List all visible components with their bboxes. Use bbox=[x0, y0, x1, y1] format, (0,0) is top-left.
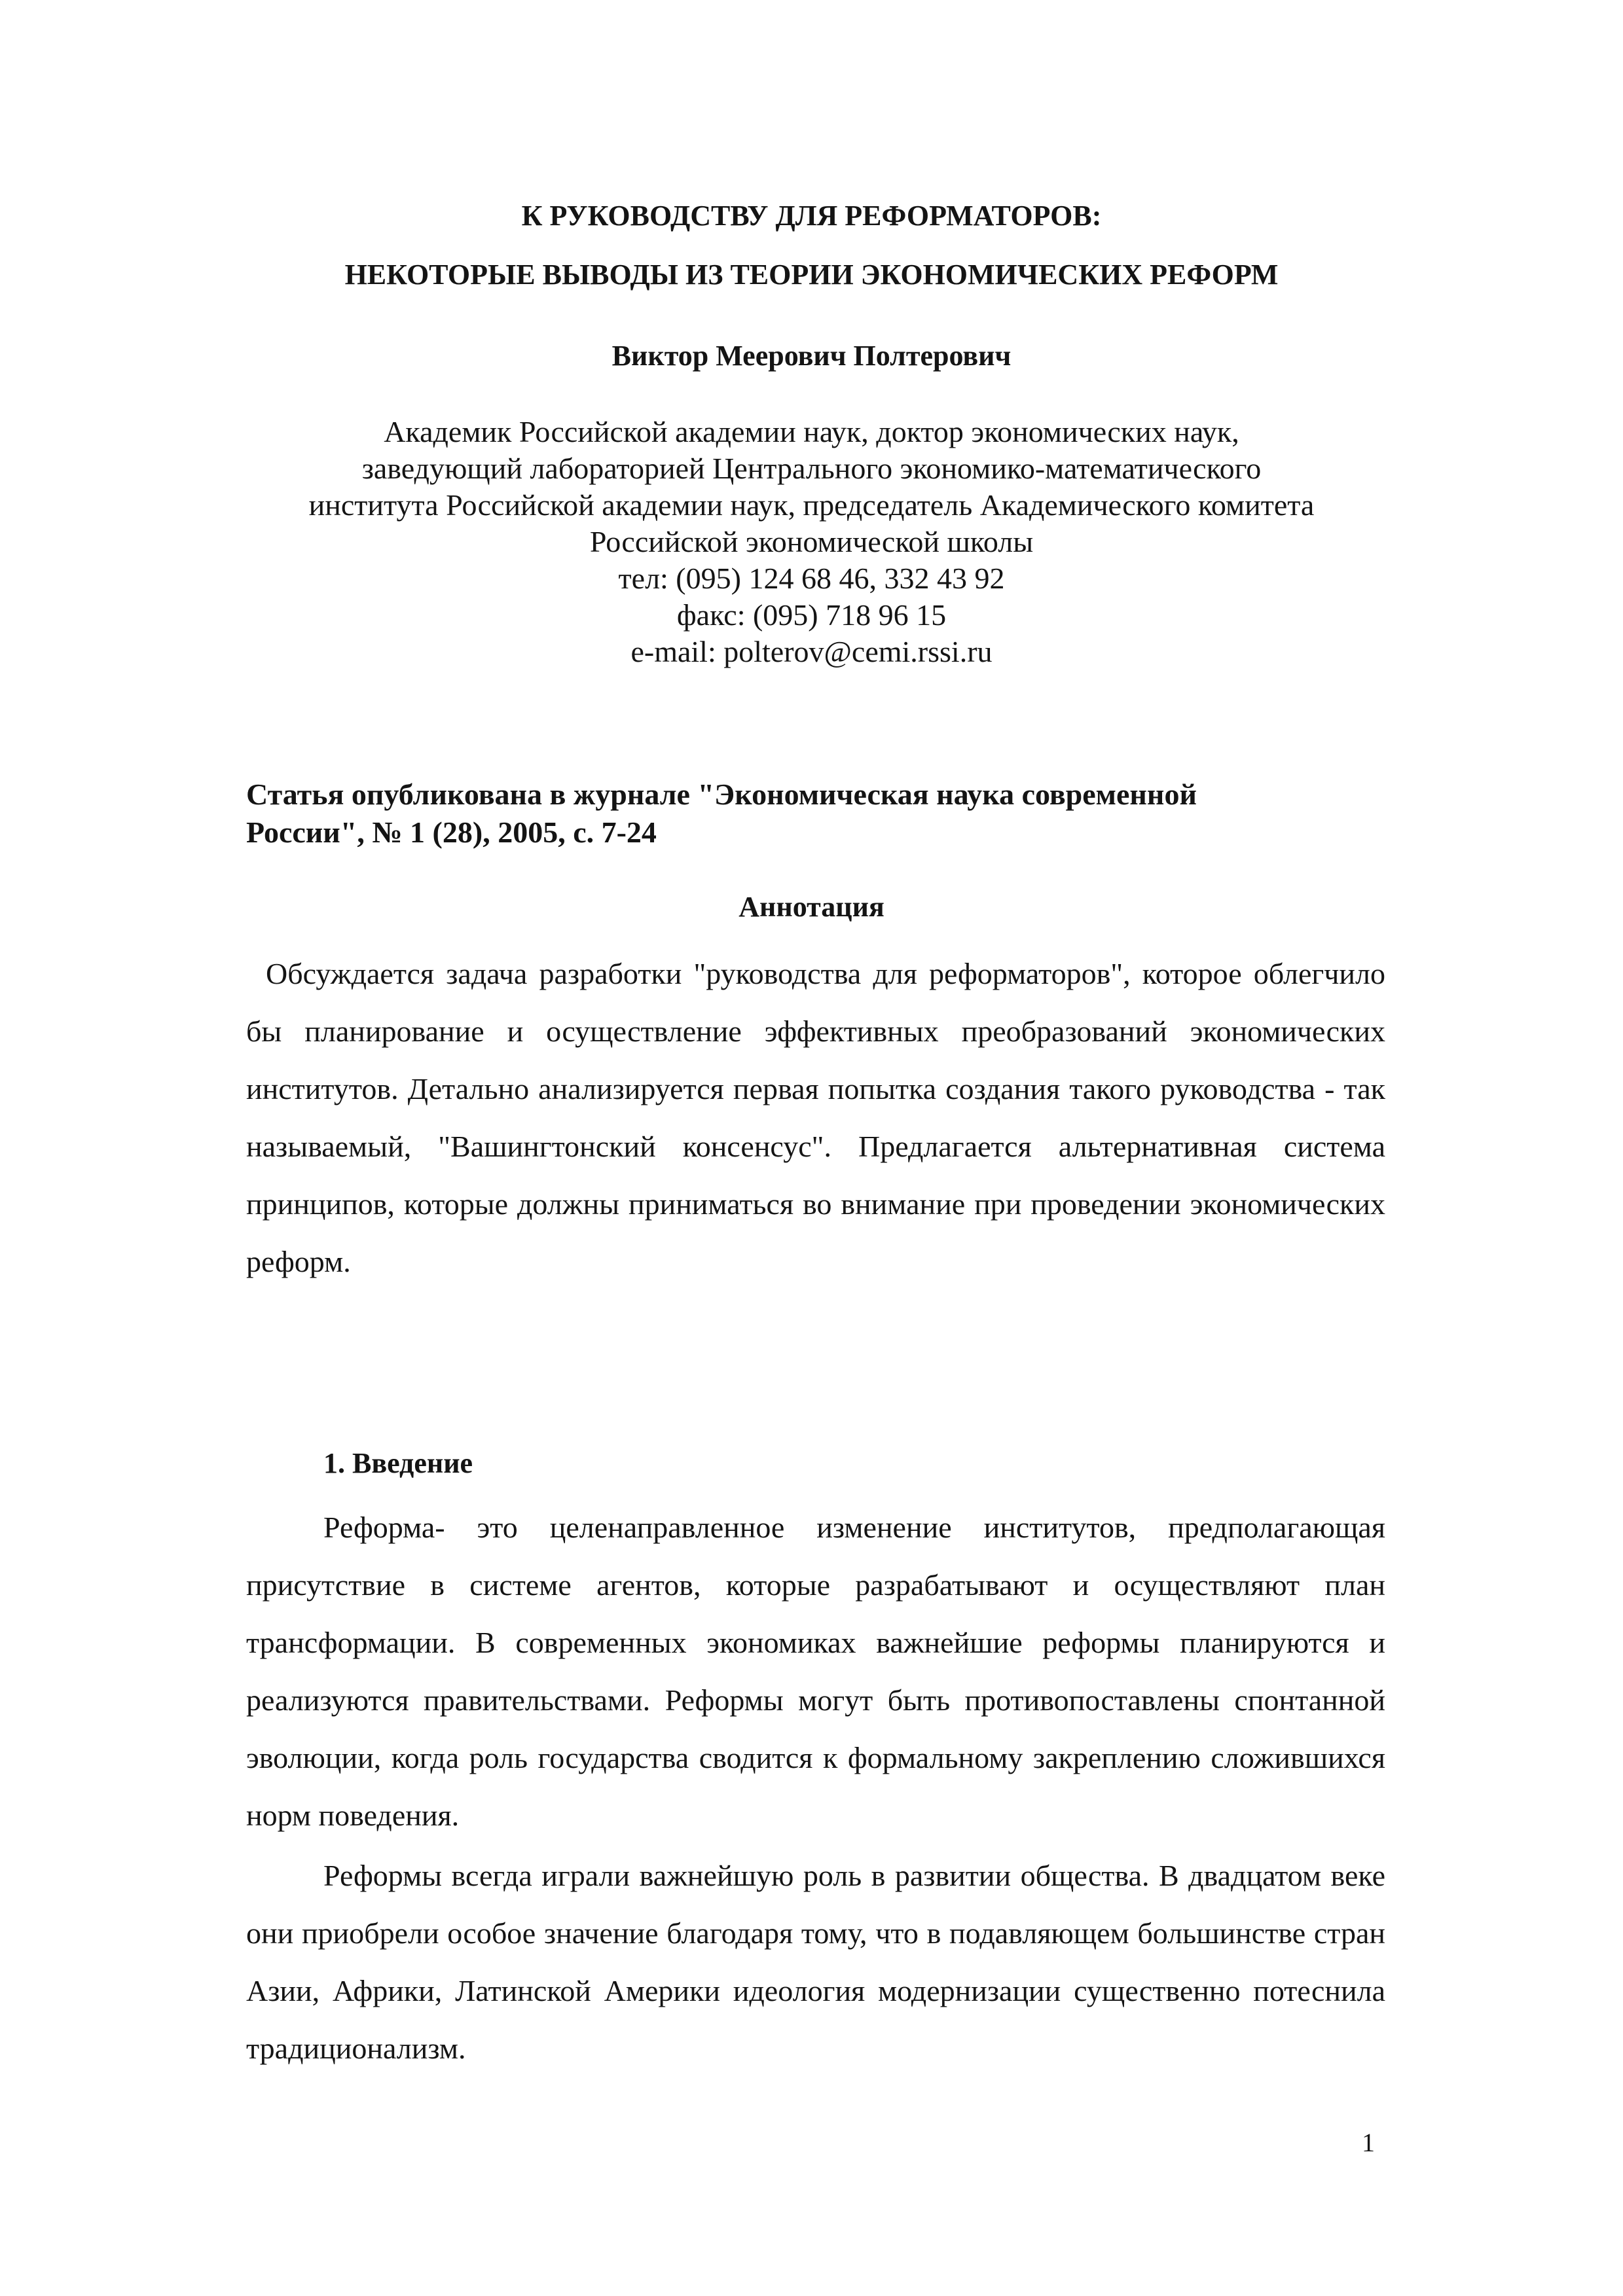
affiliation-line-4: Российской экономической школы bbox=[589, 525, 1034, 558]
intro-paragraph-1: Реформа- это целенаправленное изменение институтов, предполагающая присутствие в системе агентов, которые разрабатывают и осуществляют план трансформации. В современных экономиках важнейшие реформы планируются и реализуются правительствами. Реформы могут быть противопоставлены спонтанной эволюции, когда роль государства сводится к формальному закреплению сложившихся норм поведения. bbox=[246, 1511, 1385, 1832]
publication-line-2: России", № 1 (28), 2005, с. 7-24 bbox=[246, 816, 657, 849]
email: e-mail: polterov@cemi.rssi.ru bbox=[630, 635, 993, 668]
phone: тел: (095) 124 68 46, 332 43 92 bbox=[618, 562, 1005, 595]
affiliation-line-1: Академик Российской академии наук, доктор экономических наук, bbox=[384, 415, 1239, 448]
title-line-2: НЕКОТОРЫЕ ВЫВОДЫ ИЗ ТЕОРИИ ЭКОНОМИЧЕСКИХ РЕФОРМ bbox=[344, 259, 1279, 291]
abstract-body bbox=[246, 945, 1385, 1291]
fax: факс: (095) 718 96 15 bbox=[676, 598, 947, 632]
page-number: 1 bbox=[1362, 2128, 1375, 2157]
author-name: Виктор Меерович Полтерович bbox=[611, 340, 1012, 372]
title-line-1: К РУКОВОДСТВУ ДЛЯ РЕФОРМАТОРОВ: bbox=[521, 200, 1102, 232]
publication-line-1: Статья опубликована в журнале "Экономическая наука современной bbox=[246, 778, 1197, 811]
intro-paragraph-2: Реформы всегда играли важнейшую роль в развитии общества. В двадцатом веке они приобрели особое значение благодаря тому, что в подавляющем большинстве стран Азии, Африки, Латинской Америки идеология модернизации существенно потеснила традиционализм. bbox=[246, 1859, 1385, 2065]
affiliation-line-3: института Российской академии наук, председатель Академического комитета bbox=[308, 488, 1315, 522]
abstract-heading: Аннотация bbox=[739, 891, 884, 923]
abstract-text: Обсуждается задача разработки "руководства для реформаторов", которое облегчило бы планирование и осуществление эффективных преобразований экономических институтов. Детально анализируется первая попытка создания такого руководства - так называемый, "Вашингтонский консенсус". Предлагается альтернативная система принципов, которые должны приниматься во внимание при проведении экономических реформ. bbox=[246, 957, 1385, 1278]
section-body bbox=[246, 1499, 1385, 2077]
affiliation-line-2: заведующий лабораторией Центрального экономико-математического bbox=[361, 452, 1262, 485]
section-heading: 1. Введение bbox=[323, 1447, 473, 1479]
